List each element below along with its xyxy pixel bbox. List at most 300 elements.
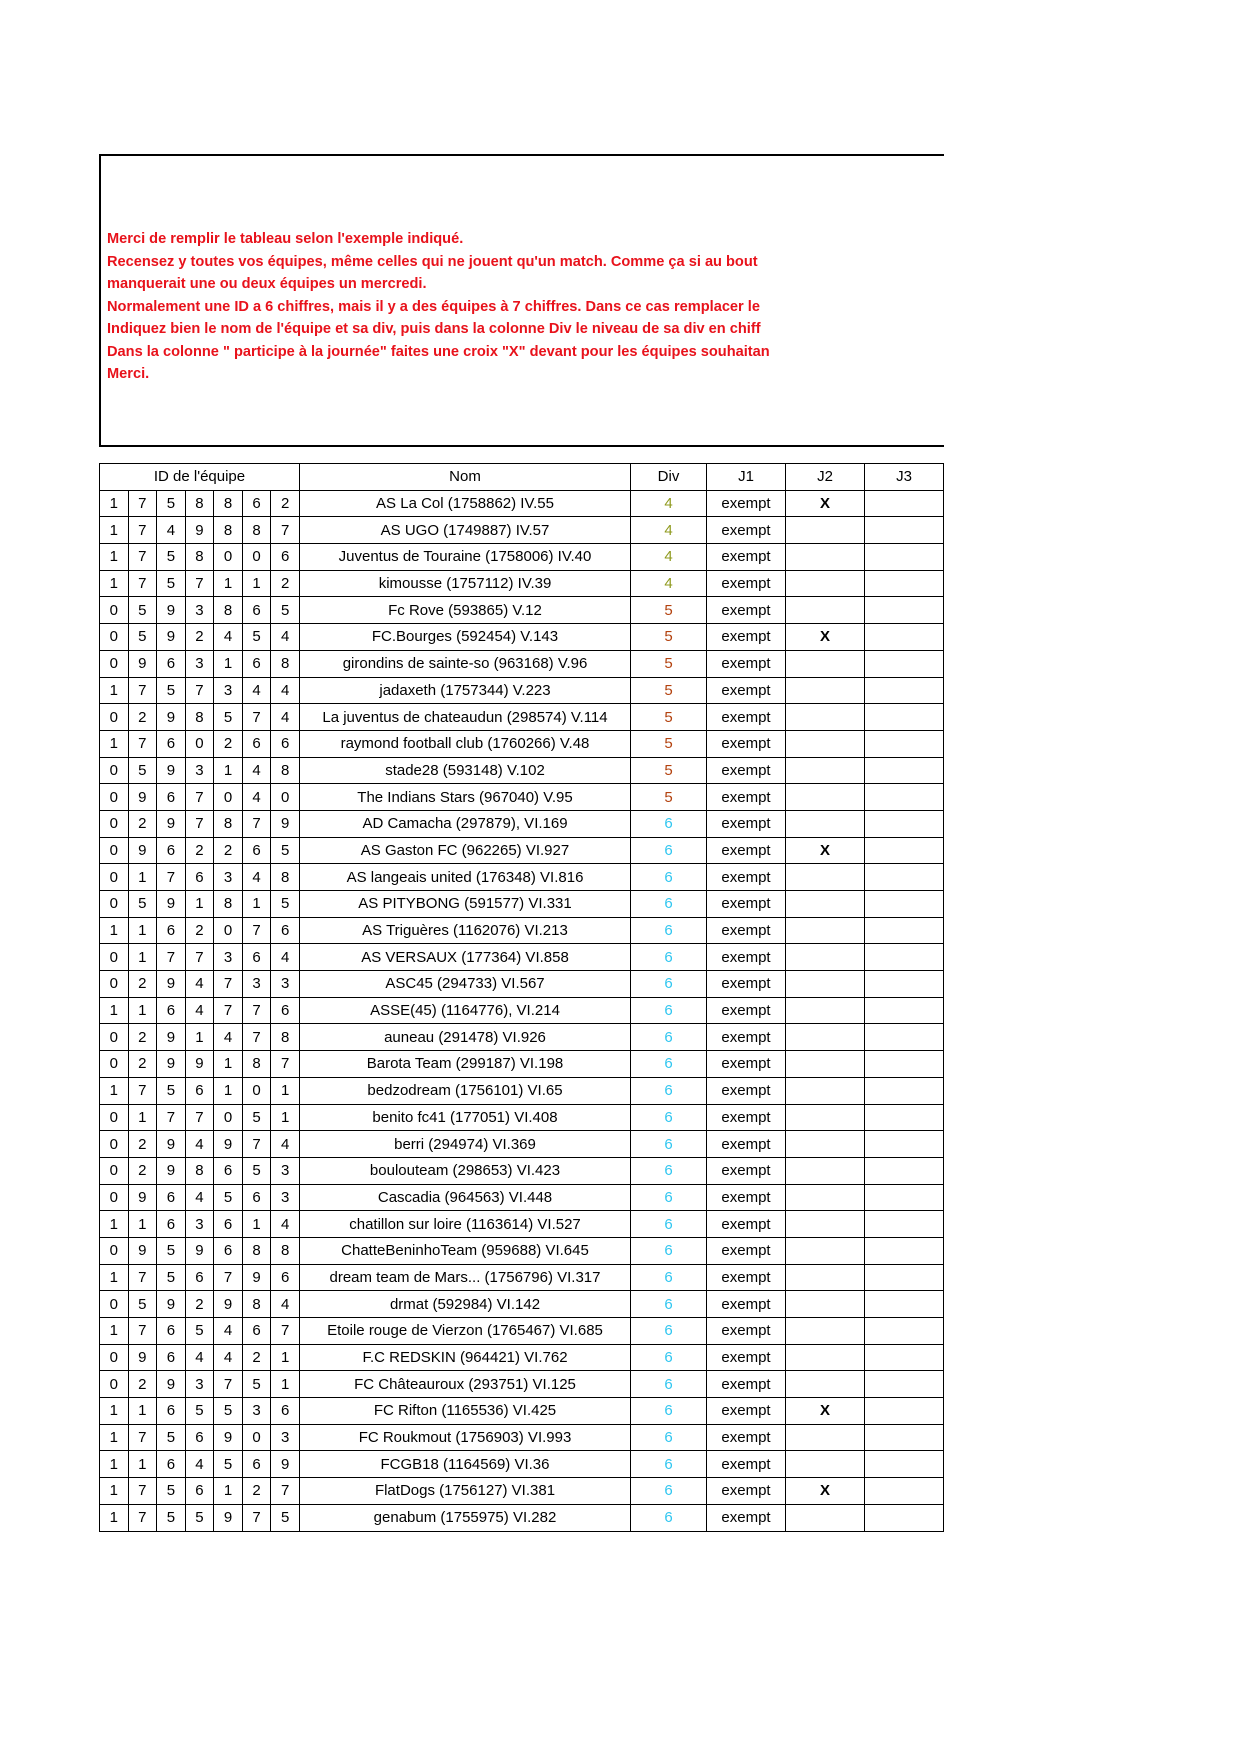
id-digit-cell[interactable]: 6 <box>157 917 186 944</box>
id-digit-cell[interactable]: 0 <box>100 971 129 998</box>
matchday-j1-cell[interactable]: exempt <box>707 997 786 1024</box>
id-digit-cell[interactable]: 9 <box>214 1131 243 1158</box>
id-digit-cell[interactable]: 7 <box>157 944 186 971</box>
id-digit-cell[interactable]: 6 <box>185 1077 214 1104</box>
id-digit-cell[interactable]: 5 <box>214 704 243 731</box>
id-digit-cell[interactable]: 2 <box>185 837 214 864</box>
matchday-j2-cell[interactable] <box>786 1504 865 1531</box>
team-name-cell[interactable]: AS langeais united (176348) VI.816 <box>300 864 631 891</box>
id-digit-cell[interactable]: 7 <box>214 997 243 1024</box>
id-digit-cell[interactable]: 3 <box>271 1184 300 1211</box>
id-digit-cell[interactable]: 1 <box>128 1398 157 1425</box>
id-digit-cell[interactable]: 5 <box>185 1398 214 1425</box>
id-digit-cell[interactable]: 1 <box>128 997 157 1024</box>
division-cell[interactable]: 6 <box>631 1344 707 1371</box>
matchday-j1-cell[interactable]: exempt <box>707 597 786 624</box>
id-digit-cell[interactable]: 9 <box>157 1291 186 1318</box>
id-digit-cell[interactable]: 2 <box>185 624 214 651</box>
id-digit-cell[interactable]: 7 <box>128 544 157 571</box>
id-digit-cell[interactable]: 5 <box>214 1398 243 1425</box>
matchday-j2-cell[interactable] <box>786 1318 865 1345</box>
id-digit-cell[interactable]: 6 <box>242 1318 271 1345</box>
id-digit-cell[interactable]: 4 <box>271 677 300 704</box>
matchday-j2-cell[interactable] <box>786 1371 865 1398</box>
matchday-j3-cell[interactable] <box>865 1131 944 1158</box>
id-digit-cell[interactable]: 1 <box>128 917 157 944</box>
id-digit-cell[interactable]: 0 <box>100 784 129 811</box>
id-digit-cell[interactable]: 2 <box>185 1291 214 1318</box>
matchday-j2-cell[interactable] <box>786 1131 865 1158</box>
id-digit-cell[interactable]: 4 <box>271 624 300 651</box>
matchday-j3-cell[interactable] <box>865 677 944 704</box>
matchday-j2-cell[interactable] <box>786 1157 865 1184</box>
id-digit-cell[interactable]: 0 <box>100 597 129 624</box>
id-digit-cell[interactable]: 2 <box>128 704 157 731</box>
id-digit-cell[interactable]: 1 <box>185 891 214 918</box>
id-digit-cell[interactable]: 0 <box>242 544 271 571</box>
matchday-j3-cell[interactable] <box>865 597 944 624</box>
id-digit-cell[interactable]: 1 <box>128 864 157 891</box>
matchday-j3-cell[interactable] <box>865 544 944 571</box>
matchday-j3-cell[interactable] <box>865 997 944 1024</box>
matchday-j3-cell[interactable] <box>865 490 944 517</box>
id-digit-cell[interactable]: 8 <box>271 864 300 891</box>
id-digit-cell[interactable]: 0 <box>214 917 243 944</box>
id-digit-cell[interactable]: 1 <box>100 1318 129 1345</box>
team-name-cell[interactable]: F.C REDSKIN (964421) VI.762 <box>300 1344 631 1371</box>
id-digit-cell[interactable]: 4 <box>185 997 214 1024</box>
id-digit-cell[interactable]: 9 <box>157 624 186 651</box>
id-digit-cell[interactable]: 8 <box>214 517 243 544</box>
matchday-j3-cell[interactable] <box>865 1291 944 1318</box>
id-digit-cell[interactable]: 1 <box>214 570 243 597</box>
id-digit-cell[interactable]: 6 <box>185 1478 214 1505</box>
division-cell[interactable]: 6 <box>631 1211 707 1238</box>
matchday-j2-cell[interactable] <box>786 1211 865 1238</box>
id-digit-cell[interactable]: 9 <box>157 1157 186 1184</box>
matchday-j1-cell[interactable]: exempt <box>707 730 786 757</box>
division-cell[interactable]: 6 <box>631 1291 707 1318</box>
id-digit-cell[interactable]: 8 <box>214 597 243 624</box>
id-digit-cell[interactable]: 0 <box>214 1104 243 1131</box>
id-digit-cell[interactable]: 4 <box>271 944 300 971</box>
matchday-j2-cell[interactable] <box>786 730 865 757</box>
id-digit-cell[interactable]: 0 <box>214 784 243 811</box>
matchday-j2-cell[interactable] <box>786 650 865 677</box>
id-digit-cell[interactable]: 6 <box>157 1344 186 1371</box>
matchday-j3-cell[interactable] <box>865 1424 944 1451</box>
id-digit-cell[interactable]: 1 <box>271 1104 300 1131</box>
matchday-j1-cell[interactable]: exempt <box>707 1371 786 1398</box>
id-digit-cell[interactable]: 6 <box>157 730 186 757</box>
team-name-cell[interactable]: AS La Col (1758862) IV.55 <box>300 490 631 517</box>
division-cell[interactable]: 6 <box>631 1318 707 1345</box>
matchday-j1-cell[interactable]: exempt <box>707 784 786 811</box>
team-name-cell[interactable]: ASC45 (294733) VI.567 <box>300 971 631 998</box>
id-digit-cell[interactable]: 7 <box>128 677 157 704</box>
division-cell[interactable]: 6 <box>631 1264 707 1291</box>
id-digit-cell[interactable]: 7 <box>242 917 271 944</box>
id-digit-cell[interactable]: 2 <box>242 1478 271 1505</box>
team-name-cell[interactable]: AD Camacha (297879), VI.169 <box>300 810 631 837</box>
team-name-cell[interactable]: auneau (291478) VI.926 <box>300 1024 631 1051</box>
matchday-j3-cell[interactable] <box>865 517 944 544</box>
id-digit-cell[interactable]: 2 <box>214 730 243 757</box>
matchday-j2-cell[interactable] <box>786 1291 865 1318</box>
id-digit-cell[interactable]: 6 <box>242 650 271 677</box>
id-digit-cell[interactable]: 6 <box>157 1211 186 1238</box>
id-digit-cell[interactable]: 5 <box>157 1424 186 1451</box>
id-digit-cell[interactable]: 0 <box>100 757 129 784</box>
id-digit-cell[interactable]: 4 <box>157 517 186 544</box>
id-digit-cell[interactable]: 9 <box>128 837 157 864</box>
id-digit-cell[interactable]: 0 <box>100 1024 129 1051</box>
id-digit-cell[interactable]: 0 <box>100 891 129 918</box>
id-digit-cell[interactable]: 2 <box>271 570 300 597</box>
matchday-j1-cell[interactable]: exempt <box>707 1131 786 1158</box>
matchday-j3-cell[interactable] <box>865 1051 944 1078</box>
matchday-j2-cell[interactable] <box>786 597 865 624</box>
team-name-cell[interactable]: drmat (592984) VI.142 <box>300 1291 631 1318</box>
id-digit-cell[interactable]: 7 <box>185 677 214 704</box>
id-digit-cell[interactable]: 7 <box>242 704 271 731</box>
matchday-j1-cell[interactable]: exempt <box>707 677 786 704</box>
division-cell[interactable]: 5 <box>631 704 707 731</box>
id-digit-cell[interactable]: 7 <box>185 570 214 597</box>
division-cell[interactable]: 6 <box>631 1424 707 1451</box>
matchday-j2-cell[interactable] <box>786 1104 865 1131</box>
team-name-cell[interactable]: AS Triguères (1162076) VI.213 <box>300 917 631 944</box>
matchday-j3-cell[interactable] <box>865 1344 944 1371</box>
id-digit-cell[interactable]: 0 <box>185 730 214 757</box>
matchday-j2-cell[interactable] <box>786 917 865 944</box>
id-digit-cell[interactable]: 9 <box>242 1264 271 1291</box>
division-cell[interactable]: 6 <box>631 1371 707 1398</box>
id-digit-cell[interactable]: 4 <box>242 757 271 784</box>
id-digit-cell[interactable]: 7 <box>214 1264 243 1291</box>
id-digit-cell[interactable]: 4 <box>185 1131 214 1158</box>
division-cell[interactable]: 5 <box>631 730 707 757</box>
id-digit-cell[interactable]: 7 <box>128 1424 157 1451</box>
id-digit-cell[interactable]: 6 <box>157 837 186 864</box>
id-digit-cell[interactable]: 6 <box>242 837 271 864</box>
id-digit-cell[interactable]: 3 <box>185 1371 214 1398</box>
id-digit-cell[interactable]: 4 <box>271 1211 300 1238</box>
id-digit-cell[interactable]: 1 <box>214 1077 243 1104</box>
matchday-j3-cell[interactable] <box>865 1077 944 1104</box>
matchday-j3-cell[interactable] <box>865 1157 944 1184</box>
id-digit-cell[interactable]: 4 <box>242 677 271 704</box>
id-digit-cell[interactable]: 4 <box>185 971 214 998</box>
id-digit-cell[interactable]: 6 <box>185 1424 214 1451</box>
matchday-j1-cell[interactable]: exempt <box>707 1237 786 1264</box>
id-digit-cell[interactable]: 7 <box>128 1478 157 1505</box>
matchday-j3-cell[interactable] <box>865 1264 944 1291</box>
team-name-cell[interactable]: girondins de sainte-so (963168) V.96 <box>300 650 631 677</box>
id-digit-cell[interactable]: 6 <box>157 1318 186 1345</box>
id-digit-cell[interactable]: 1 <box>214 1051 243 1078</box>
id-digit-cell[interactable]: 3 <box>214 944 243 971</box>
team-name-cell[interactable]: Barota Team (299187) VI.198 <box>300 1051 631 1078</box>
division-cell[interactable]: 6 <box>631 810 707 837</box>
id-digit-cell[interactable]: 6 <box>271 544 300 571</box>
id-digit-cell[interactable]: 1 <box>214 757 243 784</box>
id-digit-cell[interactable]: 6 <box>185 1264 214 1291</box>
matchday-j2-cell[interactable] <box>786 891 865 918</box>
id-digit-cell[interactable]: 2 <box>128 1024 157 1051</box>
division-cell[interactable]: 6 <box>631 837 707 864</box>
id-digit-cell[interactable]: 8 <box>214 810 243 837</box>
id-digit-cell[interactable]: 1 <box>271 1077 300 1104</box>
division-cell[interactable]: 5 <box>631 597 707 624</box>
id-digit-cell[interactable]: 1 <box>100 1264 129 1291</box>
matchday-j3-cell[interactable] <box>865 1371 944 1398</box>
matchday-j2-cell[interactable] <box>786 1344 865 1371</box>
id-digit-cell[interactable]: 3 <box>214 677 243 704</box>
id-digit-cell[interactable]: 6 <box>242 1184 271 1211</box>
id-digit-cell[interactable]: 1 <box>100 544 129 571</box>
team-name-cell[interactable]: Fc Rove (593865) V.12 <box>300 597 631 624</box>
division-cell[interactable]: 6 <box>631 971 707 998</box>
id-digit-cell[interactable]: 5 <box>271 891 300 918</box>
matchday-j2-cell[interactable] <box>786 784 865 811</box>
matchday-j2-cell[interactable] <box>786 1051 865 1078</box>
matchday-j1-cell[interactable]: exempt <box>707 1291 786 1318</box>
id-digit-cell[interactable]: 3 <box>242 971 271 998</box>
id-digit-cell[interactable]: 2 <box>128 810 157 837</box>
team-name-cell[interactable]: ASSE(45) (1164776), VI.214 <box>300 997 631 1024</box>
id-digit-cell[interactable]: 8 <box>185 544 214 571</box>
id-digit-cell[interactable]: 6 <box>214 1211 243 1238</box>
team-name-cell[interactable]: Juventus de Touraine (1758006) IV.40 <box>300 544 631 571</box>
id-digit-cell[interactable]: 4 <box>214 1318 243 1345</box>
matchday-j1-cell[interactable]: exempt <box>707 650 786 677</box>
id-digit-cell[interactable]: 9 <box>157 1371 186 1398</box>
matchday-j3-cell[interactable] <box>865 730 944 757</box>
matchday-j3-cell[interactable] <box>865 864 944 891</box>
id-digit-cell[interactable]: 7 <box>242 810 271 837</box>
id-digit-cell[interactable]: 3 <box>271 1424 300 1451</box>
id-digit-cell[interactable]: 7 <box>185 810 214 837</box>
division-cell[interactable]: 6 <box>631 891 707 918</box>
matchday-j3-cell[interactable] <box>865 891 944 918</box>
id-digit-cell[interactable]: 8 <box>242 1051 271 1078</box>
id-digit-cell[interactable]: 5 <box>214 1184 243 1211</box>
id-digit-cell[interactable]: 6 <box>214 1237 243 1264</box>
team-name-cell[interactable]: FlatDogs (1756127) VI.381 <box>300 1478 631 1505</box>
matchday-j3-cell[interactable] <box>865 1451 944 1478</box>
division-cell[interactable]: 4 <box>631 544 707 571</box>
id-digit-cell[interactable]: 2 <box>271 490 300 517</box>
id-digit-cell[interactable]: 0 <box>100 1371 129 1398</box>
id-digit-cell[interactable]: 8 <box>271 650 300 677</box>
id-digit-cell[interactable]: 7 <box>128 730 157 757</box>
id-digit-cell[interactable]: 9 <box>214 1424 243 1451</box>
id-digit-cell[interactable]: 6 <box>157 1451 186 1478</box>
id-digit-cell[interactable]: 9 <box>185 517 214 544</box>
id-digit-cell[interactable]: 0 <box>100 1237 129 1264</box>
matchday-j2-cell[interactable] <box>786 757 865 784</box>
matchday-j3-cell[interactable] <box>865 704 944 731</box>
team-name-cell[interactable]: The Indians Stars (967040) V.95 <box>300 784 631 811</box>
id-digit-cell[interactable]: 5 <box>157 1478 186 1505</box>
id-digit-cell[interactable]: 7 <box>128 1264 157 1291</box>
matchday-j1-cell[interactable]: exempt <box>707 1318 786 1345</box>
id-digit-cell[interactable]: 8 <box>214 891 243 918</box>
matchday-j3-cell[interactable] <box>865 624 944 651</box>
id-digit-cell[interactable]: 1 <box>185 1024 214 1051</box>
id-digit-cell[interactable]: 2 <box>185 917 214 944</box>
id-digit-cell[interactable]: 0 <box>242 1424 271 1451</box>
division-cell[interactable]: 5 <box>631 650 707 677</box>
id-digit-cell[interactable]: 1 <box>100 570 129 597</box>
matchday-j3-cell[interactable] <box>865 1318 944 1345</box>
id-digit-cell[interactable]: 6 <box>271 917 300 944</box>
team-name-cell[interactable]: Cascadia (964563) VI.448 <box>300 1184 631 1211</box>
id-digit-cell[interactable]: 9 <box>271 810 300 837</box>
id-digit-cell[interactable]: 7 <box>271 1051 300 1078</box>
id-digit-cell[interactable]: 9 <box>157 971 186 998</box>
id-digit-cell[interactable]: 1 <box>214 650 243 677</box>
id-digit-cell[interactable]: 8 <box>214 490 243 517</box>
id-digit-cell[interactable]: 5 <box>157 1504 186 1531</box>
division-cell[interactable]: 5 <box>631 784 707 811</box>
team-name-cell[interactable]: FC Roukmout (1756903) VI.993 <box>300 1424 631 1451</box>
id-digit-cell[interactable]: 6 <box>185 864 214 891</box>
id-digit-cell[interactable]: 6 <box>242 597 271 624</box>
id-digit-cell[interactable]: 7 <box>157 1104 186 1131</box>
matchday-j3-cell[interactable] <box>865 810 944 837</box>
matchday-j2-cell[interactable]: X <box>786 1478 865 1505</box>
id-digit-cell[interactable]: 5 <box>242 1157 271 1184</box>
id-digit-cell[interactable]: 0 <box>100 704 129 731</box>
id-digit-cell[interactable]: 5 <box>128 624 157 651</box>
division-cell[interactable]: 6 <box>631 1157 707 1184</box>
team-name-cell[interactable]: bedzodream (1756101) VI.65 <box>300 1077 631 1104</box>
id-digit-cell[interactable]: 1 <box>100 917 129 944</box>
id-digit-cell[interactable]: 0 <box>100 1184 129 1211</box>
matchday-j1-cell[interactable]: exempt <box>707 1077 786 1104</box>
division-cell[interactable]: 6 <box>631 864 707 891</box>
matchday-j3-cell[interactable] <box>865 1104 944 1131</box>
matchday-j1-cell[interactable]: exempt <box>707 1211 786 1238</box>
id-digit-cell[interactable]: 7 <box>128 517 157 544</box>
id-digit-cell[interactable]: 9 <box>128 650 157 677</box>
matchday-j1-cell[interactable]: exempt <box>707 1451 786 1478</box>
matchday-j1-cell[interactable]: exempt <box>707 490 786 517</box>
team-name-cell[interactable]: jadaxeth (1757344) V.223 <box>300 677 631 704</box>
division-cell[interactable]: 6 <box>631 1478 707 1505</box>
matchday-j3-cell[interactable] <box>865 1478 944 1505</box>
team-name-cell[interactable]: Etoile rouge de Vierzon (1765467) VI.685 <box>300 1318 631 1345</box>
id-digit-cell[interactable]: 4 <box>185 1184 214 1211</box>
id-digit-cell[interactable]: 2 <box>214 837 243 864</box>
id-digit-cell[interactable]: 9 <box>185 1237 214 1264</box>
id-digit-cell[interactable]: 9 <box>157 810 186 837</box>
id-digit-cell[interactable]: 6 <box>157 784 186 811</box>
id-digit-cell[interactable]: 2 <box>242 1344 271 1371</box>
team-name-cell[interactable]: AS Gaston FC (962265) VI.927 <box>300 837 631 864</box>
id-digit-cell[interactable]: 1 <box>100 1424 129 1451</box>
id-digit-cell[interactable]: 8 <box>185 704 214 731</box>
matchday-j3-cell[interactable] <box>865 837 944 864</box>
id-digit-cell[interactable]: 4 <box>214 1024 243 1051</box>
matchday-j1-cell[interactable]: exempt <box>707 1157 786 1184</box>
team-name-cell[interactable]: genabum (1755975) VI.282 <box>300 1504 631 1531</box>
id-digit-cell[interactable]: 0 <box>242 1077 271 1104</box>
id-digit-cell[interactable]: 7 <box>128 1318 157 1345</box>
division-cell[interactable]: 6 <box>631 1184 707 1211</box>
id-digit-cell[interactable]: 9 <box>157 1131 186 1158</box>
id-digit-cell[interactable]: 6 <box>271 730 300 757</box>
id-digit-cell[interactable]: 0 <box>271 784 300 811</box>
matchday-j1-cell[interactable]: exempt <box>707 1051 786 1078</box>
id-digit-cell[interactable]: 6 <box>242 944 271 971</box>
id-digit-cell[interactable]: 7 <box>214 971 243 998</box>
id-digit-cell[interactable]: 5 <box>271 837 300 864</box>
id-digit-cell[interactable]: 5 <box>128 891 157 918</box>
id-digit-cell[interactable]: 0 <box>100 944 129 971</box>
matchday-j2-cell[interactable] <box>786 971 865 998</box>
matchday-j3-cell[interactable] <box>865 1024 944 1051</box>
division-cell[interactable]: 6 <box>631 1024 707 1051</box>
division-cell[interactable]: 6 <box>631 1077 707 1104</box>
team-name-cell[interactable]: FC.Bourges (592454) V.143 <box>300 624 631 651</box>
matchday-j2-cell[interactable]: X <box>786 837 865 864</box>
team-name-cell[interactable]: boulouteam (298653) VI.423 <box>300 1157 631 1184</box>
id-digit-cell[interactable]: 8 <box>185 490 214 517</box>
id-digit-cell[interactable]: 5 <box>128 597 157 624</box>
matchday-j2-cell[interactable] <box>786 810 865 837</box>
matchday-j3-cell[interactable] <box>865 917 944 944</box>
team-name-cell[interactable]: ChatteBeninhoTeam (959688) VI.645 <box>300 1237 631 1264</box>
id-digit-cell[interactable]: 6 <box>242 1451 271 1478</box>
division-cell[interactable]: 5 <box>631 677 707 704</box>
team-name-cell[interactable]: FCGB18 (1164569) VI.36 <box>300 1451 631 1478</box>
id-digit-cell[interactable]: 1 <box>100 1211 129 1238</box>
id-digit-cell[interactable]: 5 <box>128 1291 157 1318</box>
division-cell[interactable]: 6 <box>631 1131 707 1158</box>
id-digit-cell[interactable]: 6 <box>271 997 300 1024</box>
team-name-cell[interactable]: La juventus de chateaudun (298574) V.114 <box>300 704 631 731</box>
division-cell[interactable]: 6 <box>631 1104 707 1131</box>
id-digit-cell[interactable]: 7 <box>128 1077 157 1104</box>
id-digit-cell[interactable]: 5 <box>242 1104 271 1131</box>
team-name-cell[interactable]: berri (294974) VI.369 <box>300 1131 631 1158</box>
matchday-j1-cell[interactable]: exempt <box>707 517 786 544</box>
id-digit-cell[interactable]: 5 <box>271 597 300 624</box>
id-digit-cell[interactable]: 5 <box>271 1504 300 1531</box>
id-digit-cell[interactable]: 4 <box>271 1131 300 1158</box>
id-digit-cell[interactable]: 4 <box>242 784 271 811</box>
id-digit-cell[interactable]: 3 <box>214 864 243 891</box>
division-cell[interactable]: 5 <box>631 624 707 651</box>
matchday-j3-cell[interactable] <box>865 1184 944 1211</box>
id-digit-cell[interactable]: 5 <box>128 757 157 784</box>
id-digit-cell[interactable]: 9 <box>157 597 186 624</box>
id-digit-cell[interactable]: 7 <box>242 1131 271 1158</box>
id-digit-cell[interactable]: 7 <box>271 1318 300 1345</box>
id-digit-cell[interactable]: 2 <box>128 1131 157 1158</box>
id-digit-cell[interactable]: 4 <box>214 624 243 651</box>
matchday-j3-cell[interactable] <box>865 650 944 677</box>
matchday-j1-cell[interactable]: exempt <box>707 1424 786 1451</box>
id-digit-cell[interactable]: 7 <box>185 784 214 811</box>
matchday-j3-cell[interactable] <box>865 1398 944 1425</box>
matchday-j2-cell[interactable] <box>786 1451 865 1478</box>
matchday-j1-cell[interactable]: exempt <box>707 971 786 998</box>
team-name-cell[interactable]: kimousse (1757112) IV.39 <box>300 570 631 597</box>
